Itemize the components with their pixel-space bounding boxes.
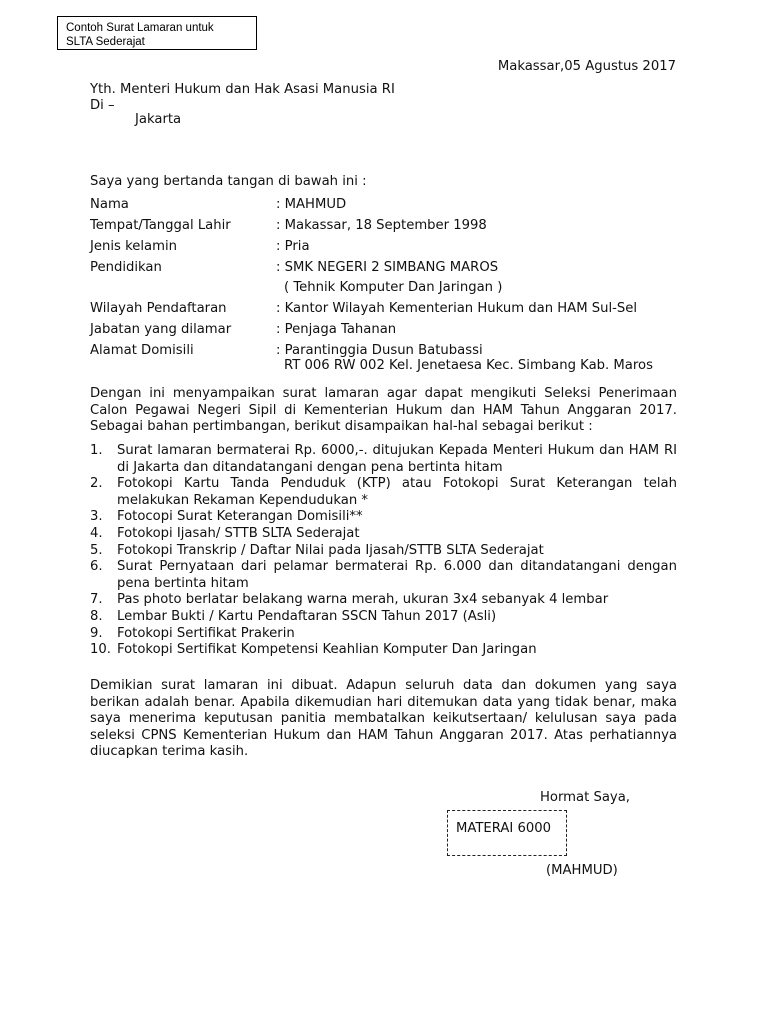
list-item-text: Surat Pernyataan dari pelamar bermaterai Rp. 6.000 dan ditandatangani dengan pena bertinta hitam: [117, 559, 677, 591]
field-label-nama: Nama: [90, 197, 129, 212]
field-value-alamat: : Parantinggia Dusun Batubassi: [276, 343, 483, 358]
recipient-line3: Jakarta: [135, 112, 182, 127]
list-item-text: Fotocopi Surat Keterangan Domisili**: [117, 509, 363, 525]
list-item-number: 3.: [90, 509, 103, 525]
list-item-number: 7.: [90, 592, 103, 608]
recipient-line2: Di –: [90, 98, 115, 113]
list-item-number: 4.: [90, 525, 103, 541]
list-item: [90, 642, 677, 659]
list-item-text: Surat lamaran bermaterai Rp. 6000,-. ditujukan Kepada Menteri Hukum dan HAM RI di Jakarta dan ditandatangani dengan pena bertinta hitam: [117, 443, 677, 475]
list-item-number: 1.: [90, 443, 103, 458]
list-item: [90, 609, 677, 626]
list-item: [90, 592, 677, 609]
closing-paragraph: Demikian surat lamaran ini dibuat. Adapun seluruh data dan dokumen yang saya berikan adalah benar. Apabila dikemudian hari ditemukan data yang tidak benar, maka saya menerima keputusan panitia membatalkan keikutsertaan/ kelulusan saya pada seleksi CPNS Kementerian Hukum dan HAM Tahun Anggaran 2017. Atas perhatiannya diucapkan terima kasih.: [90, 678, 677, 760]
list-item-number: 9.: [90, 625, 103, 641]
list-item-text: Fotokopi Kartu Tanda Penduduk (KTP) atau Fotokopi Surat Keterangan telah melakukan Rekaman Kependudukan *: [117, 476, 677, 508]
list-item: [90, 543, 677, 560]
example-label-line1: Contoh Surat Lamaran untuk: [66, 22, 214, 34]
field-value-jenis-kelamin: : Pria: [276, 239, 310, 254]
intro-sentence: Saya yang bertanda tangan di bawah ini :: [90, 174, 367, 189]
requirements-list: [90, 443, 677, 659]
list-item-number: 8.: [90, 608, 103, 624]
list-item-number: 5.: [90, 542, 103, 558]
list-item: [90, 526, 677, 543]
list-item: [90, 509, 677, 526]
body-paragraph: Dengan ini menyampaikan surat lamaran agar dapat mengikuti Seleksi Penerimaan Calon Pegawai Negeri Sipil di Kementerian Hukum dan HAM Tahun Anggaran 2017. Sebagai bahan pertimbangan, berikut disampaikan hal-hal sebagai berikut :: [90, 386, 677, 435]
field-value-nama: : MAHMUD: [276, 197, 347, 212]
list-item-number: 2.: [90, 476, 103, 492]
list-item-text: Pas photo berlatar belakang warna merah, ukuran 3x4 sebanyak 4 lembar: [117, 592, 609, 608]
field-value-ttl: : Makassar, 18 September 1998: [276, 218, 487, 233]
field-value-wilayah: : Kantor Wilayah Kementerian Hukum dan HAM Sul-Sel: [276, 301, 638, 316]
field-value-alamat-line2: RT 006 RW 002 Kel. Jenetaesa Kec. Simbang Kab. Maros: [284, 358, 653, 373]
field-label-jenis-kelamin: Jenis kelamin: [90, 239, 177, 254]
field-value-jabatan: : Penjaga Tahanan: [276, 322, 397, 337]
field-value-pendidikan: : SMK NEGERI 2 SIMBANG MAROS: [276, 260, 499, 275]
materai-stamp-box: [447, 810, 567, 856]
list-item-number: 6.: [90, 559, 103, 575]
signer-name: (MAHMUD): [546, 863, 618, 878]
field-value-pendidikan-jurusan: ( Tehnik Komputer Dan Jaringan ): [284, 280, 503, 295]
materai-stamp-label: MATERAI 6000: [456, 821, 552, 836]
recipient-line1: Yth. Menteri Hukum dan Hak Asasi Manusia RI: [90, 82, 395, 97]
list-item-number: 10.: [90, 642, 111, 658]
list-item: [90, 443, 677, 476]
list-item: [90, 559, 677, 592]
field-label-wilayah: Wilayah Pendaftaran: [90, 301, 227, 316]
signature-greeting: Hormat Saya,: [540, 790, 630, 805]
list-item: [90, 476, 677, 509]
field-label-pendidikan: Pendidikan: [90, 260, 162, 275]
list-item-text: Fotokopi Sertifikat Kompetensi Keahlian Komputer Dan Jaringan: [117, 642, 537, 658]
list-item-text: Fotokopi Transkrip / Daftar Nilai pada Ijasah/STTB SLTA Sederajat: [117, 542, 544, 558]
letter-date: Makassar,05 Agustus 2017: [497, 59, 676, 74]
list-item: [90, 626, 677, 643]
list-item-text: Fotokopi Ijasah/ STTB SLTA Sederajat: [117, 525, 360, 541]
field-label-alamat: Alamat Domisili: [90, 343, 194, 358]
example-label-line2: SLTA Sederajat: [66, 36, 145, 48]
example-label-box: [57, 16, 257, 50]
list-item-text: Fotokopi Sertifikat Prakerin: [117, 625, 295, 641]
field-label-ttl: Tempat/Tanggal Lahir: [90, 218, 231, 233]
field-label-jabatan: Jabatan yang dilamar: [90, 322, 232, 337]
list-item-text: Lembar Bukti / Kartu Pendaftaran SSCN Tahun 2017 (Asli): [117, 608, 497, 624]
